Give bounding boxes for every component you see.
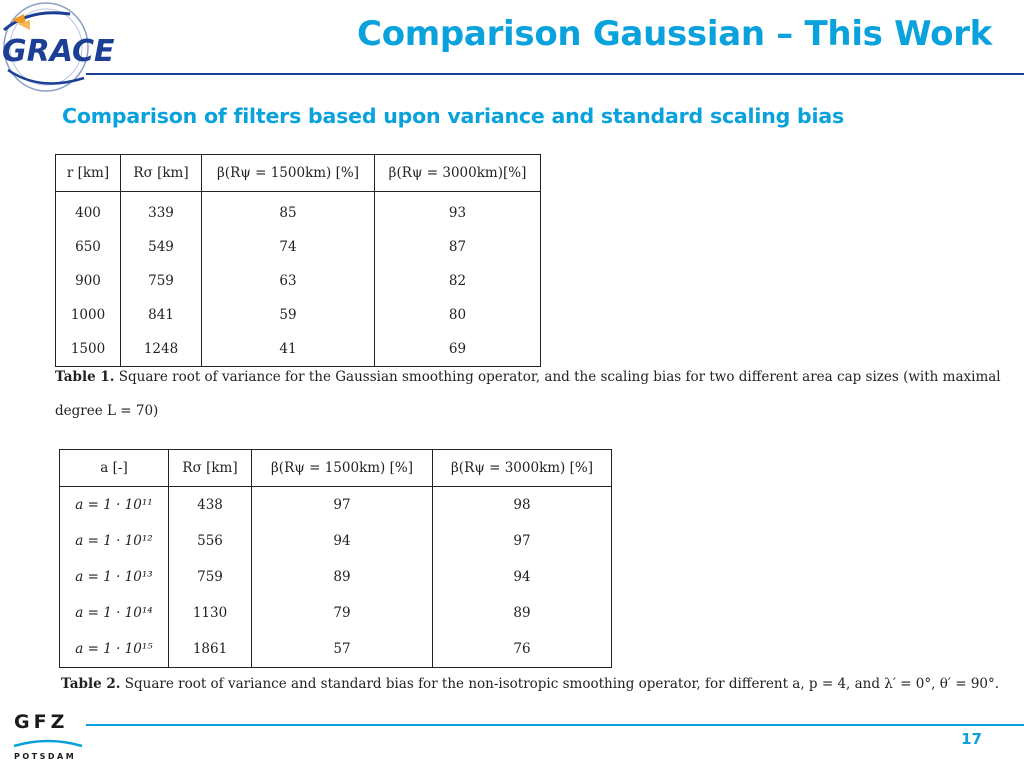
table-cell: 400 [56,192,121,231]
table-row [56,332,541,367]
table-cell: a = 1 · 10¹² [60,523,169,559]
table-cell: a = 1 · 10¹³ [60,559,169,595]
gfz-logo: GFZ [14,711,69,733]
gfz-logo-subtext: POTSDAM [14,752,77,761]
page-number: 17 [961,730,982,748]
table-cell: 556 [169,523,252,559]
table-cell: 900 [56,264,121,298]
grace-logo [0,0,135,95]
table-1 [55,154,541,367]
table-cell: 1130 [169,595,252,631]
table-row [60,523,612,559]
table-cell: 59 [202,298,375,332]
table2-header-rsigma: Rσ [km] [169,450,252,487]
table-row [56,264,541,298]
table-cell: 438 [169,487,252,524]
table2-caption-label: Table 2. [61,676,121,692]
table-cell: 97 [252,487,433,524]
table-cell: 759 [169,559,252,595]
slide-subtitle: Comparison of filters based upon variance and standard scaling bias [62,104,844,128]
table-row [60,631,612,668]
table-cell: 93 [375,192,541,231]
table-cell: 63 [202,264,375,298]
table-row [56,192,541,231]
slide-title: Comparison Gaussian – This Work [357,14,992,54]
table-row [60,487,612,524]
table-cell: 87 [375,230,541,264]
table-cell: 74 [202,230,375,264]
table-cell: 80 [375,298,541,332]
table-cell: 759 [121,264,202,298]
table-cell: 94 [433,559,612,595]
table-row [56,230,541,264]
table-cell: 89 [252,559,433,595]
table2-header-beta1500: β(Rψ = 1500km) [%] [252,450,433,487]
table1-header-beta1500: β(Rψ = 1500km) [%] [202,155,375,192]
table-row [60,595,612,631]
table1-caption-line2: degree L = 70) [55,403,159,419]
table1-caption-line1: Square root of variance for the Gaussian smoothing operator, and the scaling bias for two different area cap sizes (with maximal [118,369,1001,385]
table-cell: 89 [433,595,612,631]
table-cell: 549 [121,230,202,264]
table-cell: a = 1 · 10¹¹ [60,487,169,524]
table-row [60,559,612,595]
table-2 [59,449,612,668]
table1-header-r: r [km] [56,155,121,192]
table-cell: a = 1 · 10¹⁵ [60,631,169,668]
table-cell: 1861 [169,631,252,668]
grace-logo-text: GRACE [2,34,115,69]
table-cell: 85 [202,192,375,231]
gfz-logo-swoosh [12,738,84,750]
table-cell: 41 [202,332,375,367]
table1-header-beta3000: β(Rψ = 3000km)[%] [375,155,541,192]
table-cell: 1248 [121,332,202,367]
table2-header-beta3000: β(Rψ = 3000km) [%] [433,450,612,487]
table-cell: 57 [252,631,433,668]
table-cell: 97 [433,523,612,559]
table-cell: 69 [375,332,541,367]
table1-caption [55,369,1001,385]
footer-rule [86,724,1024,726]
table-cell: 98 [433,487,612,524]
table2-caption [61,676,999,692]
table-row [56,298,541,332]
table-cell: 76 [433,631,612,668]
table1-caption-label: Table 1. [55,369,115,385]
table-cell: 1500 [56,332,121,367]
table-cell: 79 [252,595,433,631]
table-cell: 1000 [56,298,121,332]
table-cell: a = 1 · 10¹⁴ [60,595,169,631]
table1-header-rsigma: Rσ [km] [121,155,202,192]
table-cell: 650 [56,230,121,264]
table-cell: 94 [252,523,433,559]
table-cell: 339 [121,192,202,231]
header-rule [86,73,1024,75]
table-cell: 82 [375,264,541,298]
table-cell: 841 [121,298,202,332]
table2-header-a: a [-] [60,450,169,487]
table2-caption-text: Square root of variance and standard bias for the non-isotropic smoothing operator, for different a, p = 4, and λ′ = 0°, θ′ = 90°. [124,676,1000,692]
